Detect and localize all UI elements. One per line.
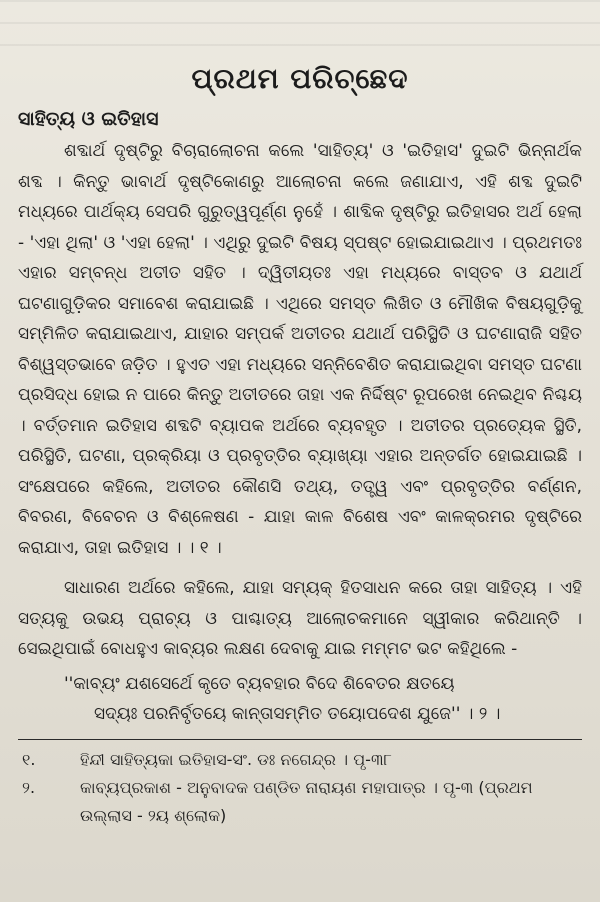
footnote-text: କାବ୍ୟପ୍ରକାଶ - ଅନୁବାଦକ ପଣ୍ଡିତ ନାରାୟଣ ମହାପାତ୍ର । ପୃ-୩ (ପ୍ରଥମ ଉଲ୍ଲାସ - ୨ୟ ଶ୍ଲୋକ)	[80, 777, 533, 825]
chapter-title: ପ୍ରଥମ ପରିଚ୍ଛେଦ	[191, 62, 409, 95]
body-paragraph-1: ଶବ୍ଦାର୍ଥ ଦୃଷ୍ଟିରୁ ବିଚାରାଲୋଚନା କଲେ 'ସାହିତ୍ୟ' ଓ 'ଇତିହାସ' ଦୁଇଟି ଭିନ୍ନାର୍ଥକ ଶବ୍ଦ । କିନ୍ତୁ ଭାବାର୍ଥ ଦୃଷ୍ଟିକୋଣରୁ ଆଲୋଚନା କଲେ ଜଣାଯାଏ, ଏହି ଶବ୍ଦ ଦୁଇଟି ମଧ୍ୟରେ ପାର୍ଥକ୍ୟ ସେପରି ଗୁରୁତ୍ୱପୂର୍ଣ୍ଣ ନୁହେଁ । ଶାବ୍ଦିକ ଦୃଷ୍ଟିରୁ ଇତିହାସର ଅର୍ଥ ହେଲା - 'ଏହା ଥିଲା' ଓ 'ଏହା ହେଲା' । ଏଥିରୁ ଦୁଇଟି ବିଷୟ ସ୍ପଷ୍ଟ ହୋଇଯାଇଥାଏ । ପ୍ରଥମତଃ ଏହାର ସମ୍ବନ୍ଧ ଅତୀତ ସହିତ । ଦ୍ୱିତୀୟତଃ ଏହା ମଧ୍ୟରେ ବାସ୍ତବ ଓ ଯଥାର୍ଥ ଘଟଣାଗୁଡ଼ିକର ସମାବେଶ କରାଯାଇଛି । ଏଥିରେ ସମସ୍ତ ଲିଖିତ ଓ ମୌଖିକ ବିଷୟଗୁଡ଼ିକୁ ସମ୍ମିଳିତ କରାଯାଇଥାଏ, ଯାହାର ସମ୍ପର୍କ ଅତୀତର ଯଥାର୍ଥ ପରିସ୍ଥିତି ଓ ଘଟଣାରାଜି ସହିତ ବିଶ୍ୱସ୍ତଭାବେ ଜଡ଼ିତ । ହୁଏତ ଏହା ମଧ୍ୟରେ ସନ୍ନିବେଶିତ କରାଯାଇଥିବା ସମସ୍ତ ଘଟଣା ପ୍ରସିଦ୍ଧ ହୋଇ ନ ପାରେ କିନ୍ତୁ ଅତୀତରେ ତାହା ଏକ ନିର୍ଦ୍ଦିଷ୍ଟ ରୂପରେଖ ନେଇଥିବ ନିଶ୍ଚୟ । ବର୍ତ୍ତମାନ ଇତିହାସ ଶବ୍ଦଟି ବ୍ୟାପକ ଅର୍ଥରେ ବ୍ୟବହୃତ । ଅତୀତର ପ୍ରତ୍ୟେକ ସ୍ଥିତି, ପରିସ୍ଥିତି, ଘଟଣା, ପ୍ରକ୍ରିୟା ଓ ପ୍ରବୃତ୍ତିର ବ୍ୟାଖ୍ୟା ଏହାର ଅନ୍ତର୍ଗତ ହୋଇଯାଇଛି । ସଂକ୍ଷେପରେ କହିଲେ, ଅତୀତର କୌଣସି ତଥ୍ୟ, ତତ୍ତ୍ୱ ଏବଂ ପ୍ରବୃତ୍ତିର ବର୍ଣ୍ଣନ, ବିବରଣ, ବିବେଚନ ଓ ବିଶ୍ଳେଷଣ - ଯାହା କାଳ ବିଶେଷ ଏବଂ କାଳକ୍ରମର ଦୃଷ୍ଟିରେ କରାଯାଏ, ତାହା ଇତିହାସ । । ୧ ।	[18, 141, 582, 558]
footnote-2	[18, 774, 582, 830]
sanskrit-verse	[18, 669, 582, 729]
show-through-text	[0, 0, 600, 60]
footnote-number: ୨.	[22, 777, 36, 797]
footnote-divider	[18, 739, 582, 740]
section-heading: ସାହିତ୍ୟ ଓ ଇତିହାସ	[18, 108, 159, 130]
body-paragraph-2: ସାଧାରଣ ଅର୍ଥରେ କହିଲେ, ଯାହା ସମ୍ୟକ୍ ହିତସାଧନ କରେ ତାହା ସାହିତ୍ୟ । ଏହି ସତ୍ୟକୁ ଉଭୟ ପ୍ରାଚ୍ୟ ଓ ପାଶ୍ଚାତ୍ୟ ଆଲୋଚକମାନେ ସ୍ୱୀକାର କରିଥାନ୍ତି । ସେଇଥିପାଇଁ ବୋଧହୁଏ କାବ୍ୟର ଲକ୍ଷଣ ଦେବାକୁ ଯାଇ ମମ୍ମଟ ଭଟ କହିଥିଲେ -	[18, 578, 582, 659]
footnote-number: ୧.	[22, 749, 36, 769]
verse-line-1: ''କାବ୍ୟଂ ଯଶସେର୍ଥେ କୃତେ ବ୍ୟବହାର ବିଦେ ଶିବେତର କ୍ଷତୟେ	[64, 673, 455, 694]
verse-line-2: ସଦ୍ୟଃ ପରନିର୍ବୃତୟେ କାନ୍ତାସମ୍ମିତ ତୟୋପଦେଶ ଯୁଜେ'' । ୨ ।	[94, 703, 501, 724]
footnote-1	[18, 746, 582, 774]
footnote-text: ହିନ୍ଦୀ ସାହିତ୍ୟକା ଇତିହାସ-ସଂ. ଡଃ ନଗେନ୍ଦ୍ର । ପୃ-୩୮	[80, 749, 392, 769]
